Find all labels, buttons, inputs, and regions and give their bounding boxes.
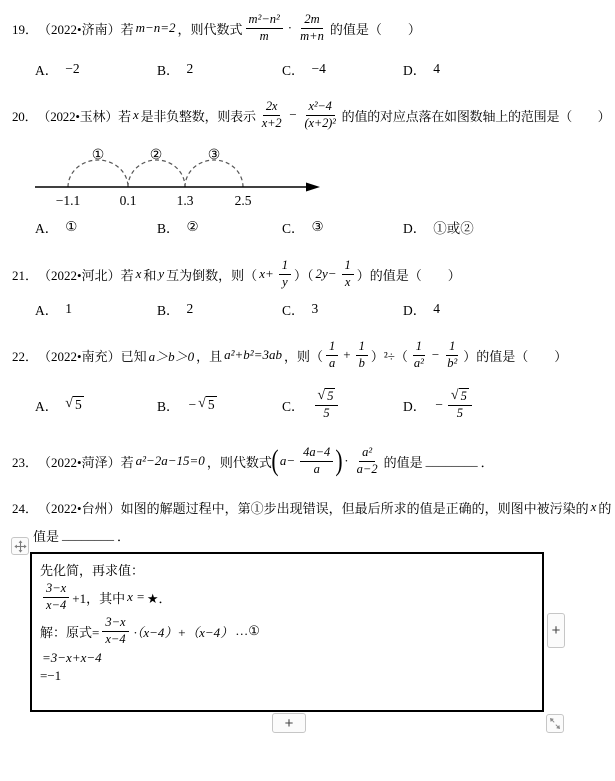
option-b [157, 58, 193, 80]
text-run: =−1 [40, 667, 62, 683]
text-run: ． [480, 454, 494, 470]
tick-label: 2.5 [234, 193, 252, 208]
text-run: 的值是（ ） [329, 21, 421, 37]
fraction [102, 615, 128, 647]
fraction [444, 339, 460, 371]
option-label: C． [282, 63, 305, 78]
option-label: A． [35, 221, 59, 236]
fraction [448, 388, 472, 421]
text-run: 互为倒数，则（ [166, 267, 258, 283]
math-run: a− [279, 453, 296, 468]
math-run: y [158, 266, 165, 281]
text-run: 是非负整数，则表示 [140, 108, 256, 124]
text-run: ，则代数式 [206, 454, 272, 470]
radical-sign: √ [65, 396, 73, 412]
option-a [35, 380, 84, 430]
math-run: 2y− [315, 266, 337, 281]
fraction-numerator: m²−n² [246, 12, 283, 29]
fraction-denominator: a [313, 461, 320, 476]
fraction-numerator: 1 [446, 339, 458, 356]
fraction [246, 12, 283, 44]
option-label: D． [403, 63, 427, 78]
fraction [326, 339, 338, 371]
fraction [300, 445, 333, 477]
fraction-denominator: m [259, 28, 269, 43]
diagonal-resize-icon [548, 716, 562, 731]
tick-label: 0.1 [119, 193, 137, 208]
question-number: 19． [12, 21, 39, 37]
fraction-numerator: 1 [342, 258, 354, 275]
tick-label: 1.3 [176, 193, 194, 208]
question-19-options [0, 58, 615, 80]
box-line-3 [40, 615, 534, 647]
fraction-numerator: 2m [301, 12, 322, 29]
question-source: （2022•河北） [38, 267, 121, 283]
star-symbol: ★． [146, 590, 172, 606]
fraction [354, 445, 381, 477]
fraction-numerator: 1 [279, 258, 291, 275]
option-value: 2 [186, 61, 194, 76]
resize-handle-button[interactable] [546, 714, 564, 733]
text-run: 值是 [33, 528, 60, 544]
close-paren: ) [335, 444, 343, 477]
question-22 [12, 332, 567, 378]
question-number: 21． [12, 267, 39, 283]
tick-label: −1.1 [55, 193, 81, 208]
question-source: （2022•台州） [38, 500, 121, 516]
number-line-figure [30, 142, 320, 216]
arc-label-3: ③ [207, 148, 221, 163]
math-run: ·（x−4）+（x−4） [133, 624, 234, 640]
axis-arrowhead [306, 183, 320, 192]
question-number: 20． [12, 108, 38, 124]
option-a [35, 298, 72, 320]
option-c [282, 58, 326, 80]
question-23 [12, 438, 494, 484]
option-value: 4 [433, 301, 440, 316]
option-label: B． [157, 303, 180, 318]
fraction-numerator: 1 [413, 339, 425, 356]
arc-label-1: ① [91, 148, 105, 163]
question-source: （2022•菏泽） [38, 454, 121, 470]
fraction-numerator [448, 388, 472, 406]
option-value: 1 [65, 301, 72, 316]
text-run: ，则代数式 [177, 21, 243, 37]
text-run: 解：原式= [40, 624, 100, 640]
question-24-line2 [33, 526, 130, 544]
fraction-denominator: x+2 [261, 115, 282, 130]
fraction-denominator: x−4 [46, 597, 67, 612]
text-run: ，则（ [283, 348, 323, 364]
question-19 [12, 6, 421, 50]
option-value: ① [65, 219, 78, 234]
option-b [157, 380, 217, 430]
box-line-2 [40, 581, 534, 613]
text-run: +1，其中 [72, 590, 126, 606]
radicand: 5 [74, 397, 82, 413]
arc-label-2: ② [149, 148, 163, 163]
fraction-denominator: m+n [300, 28, 324, 43]
text-run: 的值的对应点落在如图数轴上的范围是（ ） [341, 108, 611, 124]
fraction [43, 581, 69, 613]
option-label: D． [403, 399, 427, 414]
dashed-arc-1 [68, 160, 128, 187]
fraction-numerator: x²−4 [306, 99, 335, 116]
option-label: D． [403, 303, 427, 318]
option-value: −4 [311, 61, 326, 76]
fraction-numerator [315, 388, 339, 406]
radicand: 5 [207, 397, 215, 413]
option-value: 4 [433, 61, 440, 76]
text-run: 先化简，再求值： [40, 563, 145, 578]
fraction-numerator: 3−x [102, 615, 128, 632]
math-run: x = [127, 589, 145, 605]
option-c [282, 216, 324, 238]
question-number: 22． [12, 348, 39, 364]
option-d [403, 216, 474, 238]
fraction [297, 12, 327, 44]
fraction-denominator: x−4 [105, 631, 126, 646]
step-marker: …① [235, 623, 260, 639]
fraction-denominator: (x+2)² [304, 115, 336, 130]
question-22-options [0, 380, 615, 430]
answer-blank: ________ [425, 453, 478, 468]
option-value: ② [186, 219, 199, 234]
math-run: =3−x+x−4 [42, 649, 102, 665]
text-run: ）（ [293, 267, 314, 283]
option-label: C． [282, 221, 305, 236]
fraction-denominator: a [328, 355, 336, 370]
option-label: B． [157, 399, 180, 414]
fraction-numerator: 1 [326, 339, 338, 356]
text-run: ． [117, 528, 131, 544]
option-c [282, 380, 341, 430]
option-d [403, 380, 475, 430]
multiply-dot-operator: · [344, 453, 349, 468]
option-a [35, 216, 77, 238]
question-20 [12, 92, 610, 138]
radical-sign: √ [450, 388, 459, 404]
radical-sign: √ [317, 388, 326, 404]
text-run: 的值是 [383, 454, 423, 470]
multiply-dot-operator: · [287, 20, 293, 35]
radicand: 5 [460, 389, 467, 404]
math-run: m−n=2 [135, 20, 176, 35]
fraction [259, 99, 285, 131]
option-value: 3 [311, 301, 319, 316]
fraction [315, 388, 339, 421]
fraction-denominator: 5 [456, 406, 463, 420]
question-21-options [0, 298, 615, 320]
radicand: 5 [327, 389, 334, 404]
text-run: 若 [118, 108, 131, 124]
fraction [356, 339, 368, 371]
fraction-denominator: b² [447, 355, 458, 370]
option-b [157, 216, 199, 238]
fraction-numerator: a² [359, 445, 375, 462]
question-source: （2022•南充） [38, 348, 121, 364]
text-run: 已知 [120, 348, 147, 364]
fraction-numerator: 1 [356, 339, 368, 356]
option-d [403, 298, 440, 320]
answer-blank: ________ [62, 527, 115, 542]
dashed-arc-2 [128, 160, 185, 187]
move-handle-button[interactable] [11, 537, 29, 555]
box-line-4 [40, 650, 534, 666]
fraction-numerator: 4a−4 [300, 445, 333, 462]
math-run: x [132, 107, 139, 122]
option-value: ①或② [433, 221, 474, 236]
question-number: 24． [12, 500, 39, 516]
text-run: 若 [120, 267, 134, 283]
square-root [451, 388, 469, 405]
fraction-denominator: b [358, 355, 365, 370]
option-value: 2 [186, 301, 194, 316]
minus-sign: − [188, 397, 197, 412]
option-label: A． [35, 63, 59, 78]
fraction-denominator: a² [413, 355, 424, 370]
text-run: ）²÷（ [370, 348, 408, 364]
fraction-denominator: x [344, 274, 351, 289]
text-run: 的 [598, 500, 612, 516]
question-source: （2022•济南） [38, 21, 121, 37]
minus-sign: − [435, 397, 443, 412]
text-run: 若 [120, 454, 134, 470]
dashed-arc-3 [185, 160, 243, 187]
fraction-denominator: y [282, 274, 288, 289]
fraction [342, 258, 354, 290]
fraction-numerator: 3−x [43, 581, 69, 598]
box-line-5 [40, 668, 534, 684]
math-run: x [590, 499, 597, 514]
option-b [157, 298, 193, 320]
square-root [198, 396, 216, 414]
option-value: −2 [65, 61, 80, 76]
fraction [279, 258, 291, 290]
minus-operator: − [431, 347, 440, 362]
option-label: A． [35, 303, 59, 318]
fraction [411, 339, 427, 371]
math-run: x [135, 266, 142, 281]
open-paren: ( [271, 444, 279, 477]
option-d [403, 58, 440, 80]
text-run: 若 [120, 21, 134, 37]
radical-sign: √ [198, 396, 206, 412]
move-icon [14, 540, 27, 553]
square-root [65, 396, 83, 414]
plus-icon: + [284, 714, 294, 732]
option-label: C． [282, 303, 305, 318]
question-24-line1 [12, 498, 611, 516]
option-label: B． [157, 63, 180, 78]
question-20-options [0, 216, 615, 238]
box-line-1 [40, 560, 534, 579]
option-label: A． [35, 399, 59, 414]
text-run: ）的值是（ ） [463, 348, 568, 364]
option-label: D． [403, 221, 427, 236]
fraction [302, 99, 339, 131]
option-value: ③ [311, 219, 324, 234]
minus-operator: − [289, 107, 297, 122]
text-run: ）的值是（ ） [356, 267, 461, 283]
square-root [318, 388, 336, 405]
math-run: x+ [259, 266, 274, 281]
fraction-denominator: a−2 [356, 461, 378, 476]
add-row-button[interactable] [272, 713, 306, 733]
question-21 [12, 252, 461, 296]
question-source: （2022•玉林） [37, 108, 119, 124]
option-a [35, 58, 80, 80]
add-column-button[interactable] [547, 613, 565, 648]
text-run: ，且 [196, 348, 223, 364]
plus-icon: + [551, 622, 561, 639]
text-run: 如图的解题过程中，第①步出现错误，但最后所求的值是正确的，则图中被污染的 [120, 500, 589, 516]
math-run: a＞b＞0 [148, 348, 195, 364]
question-number: 23． [12, 454, 39, 470]
option-c [282, 298, 318, 320]
math-run: a²+b²=3ab [224, 347, 282, 362]
option-label: B． [157, 221, 180, 236]
text-run: 和 [143, 267, 157, 283]
math-run: a²−2a−15=0 [135, 453, 205, 468]
fraction-numerator: 2x [263, 99, 280, 116]
option-label: C． [282, 399, 305, 414]
plus-operator: + [343, 347, 351, 362]
solution-box [30, 552, 544, 712]
fraction-denominator: 5 [323, 406, 330, 420]
